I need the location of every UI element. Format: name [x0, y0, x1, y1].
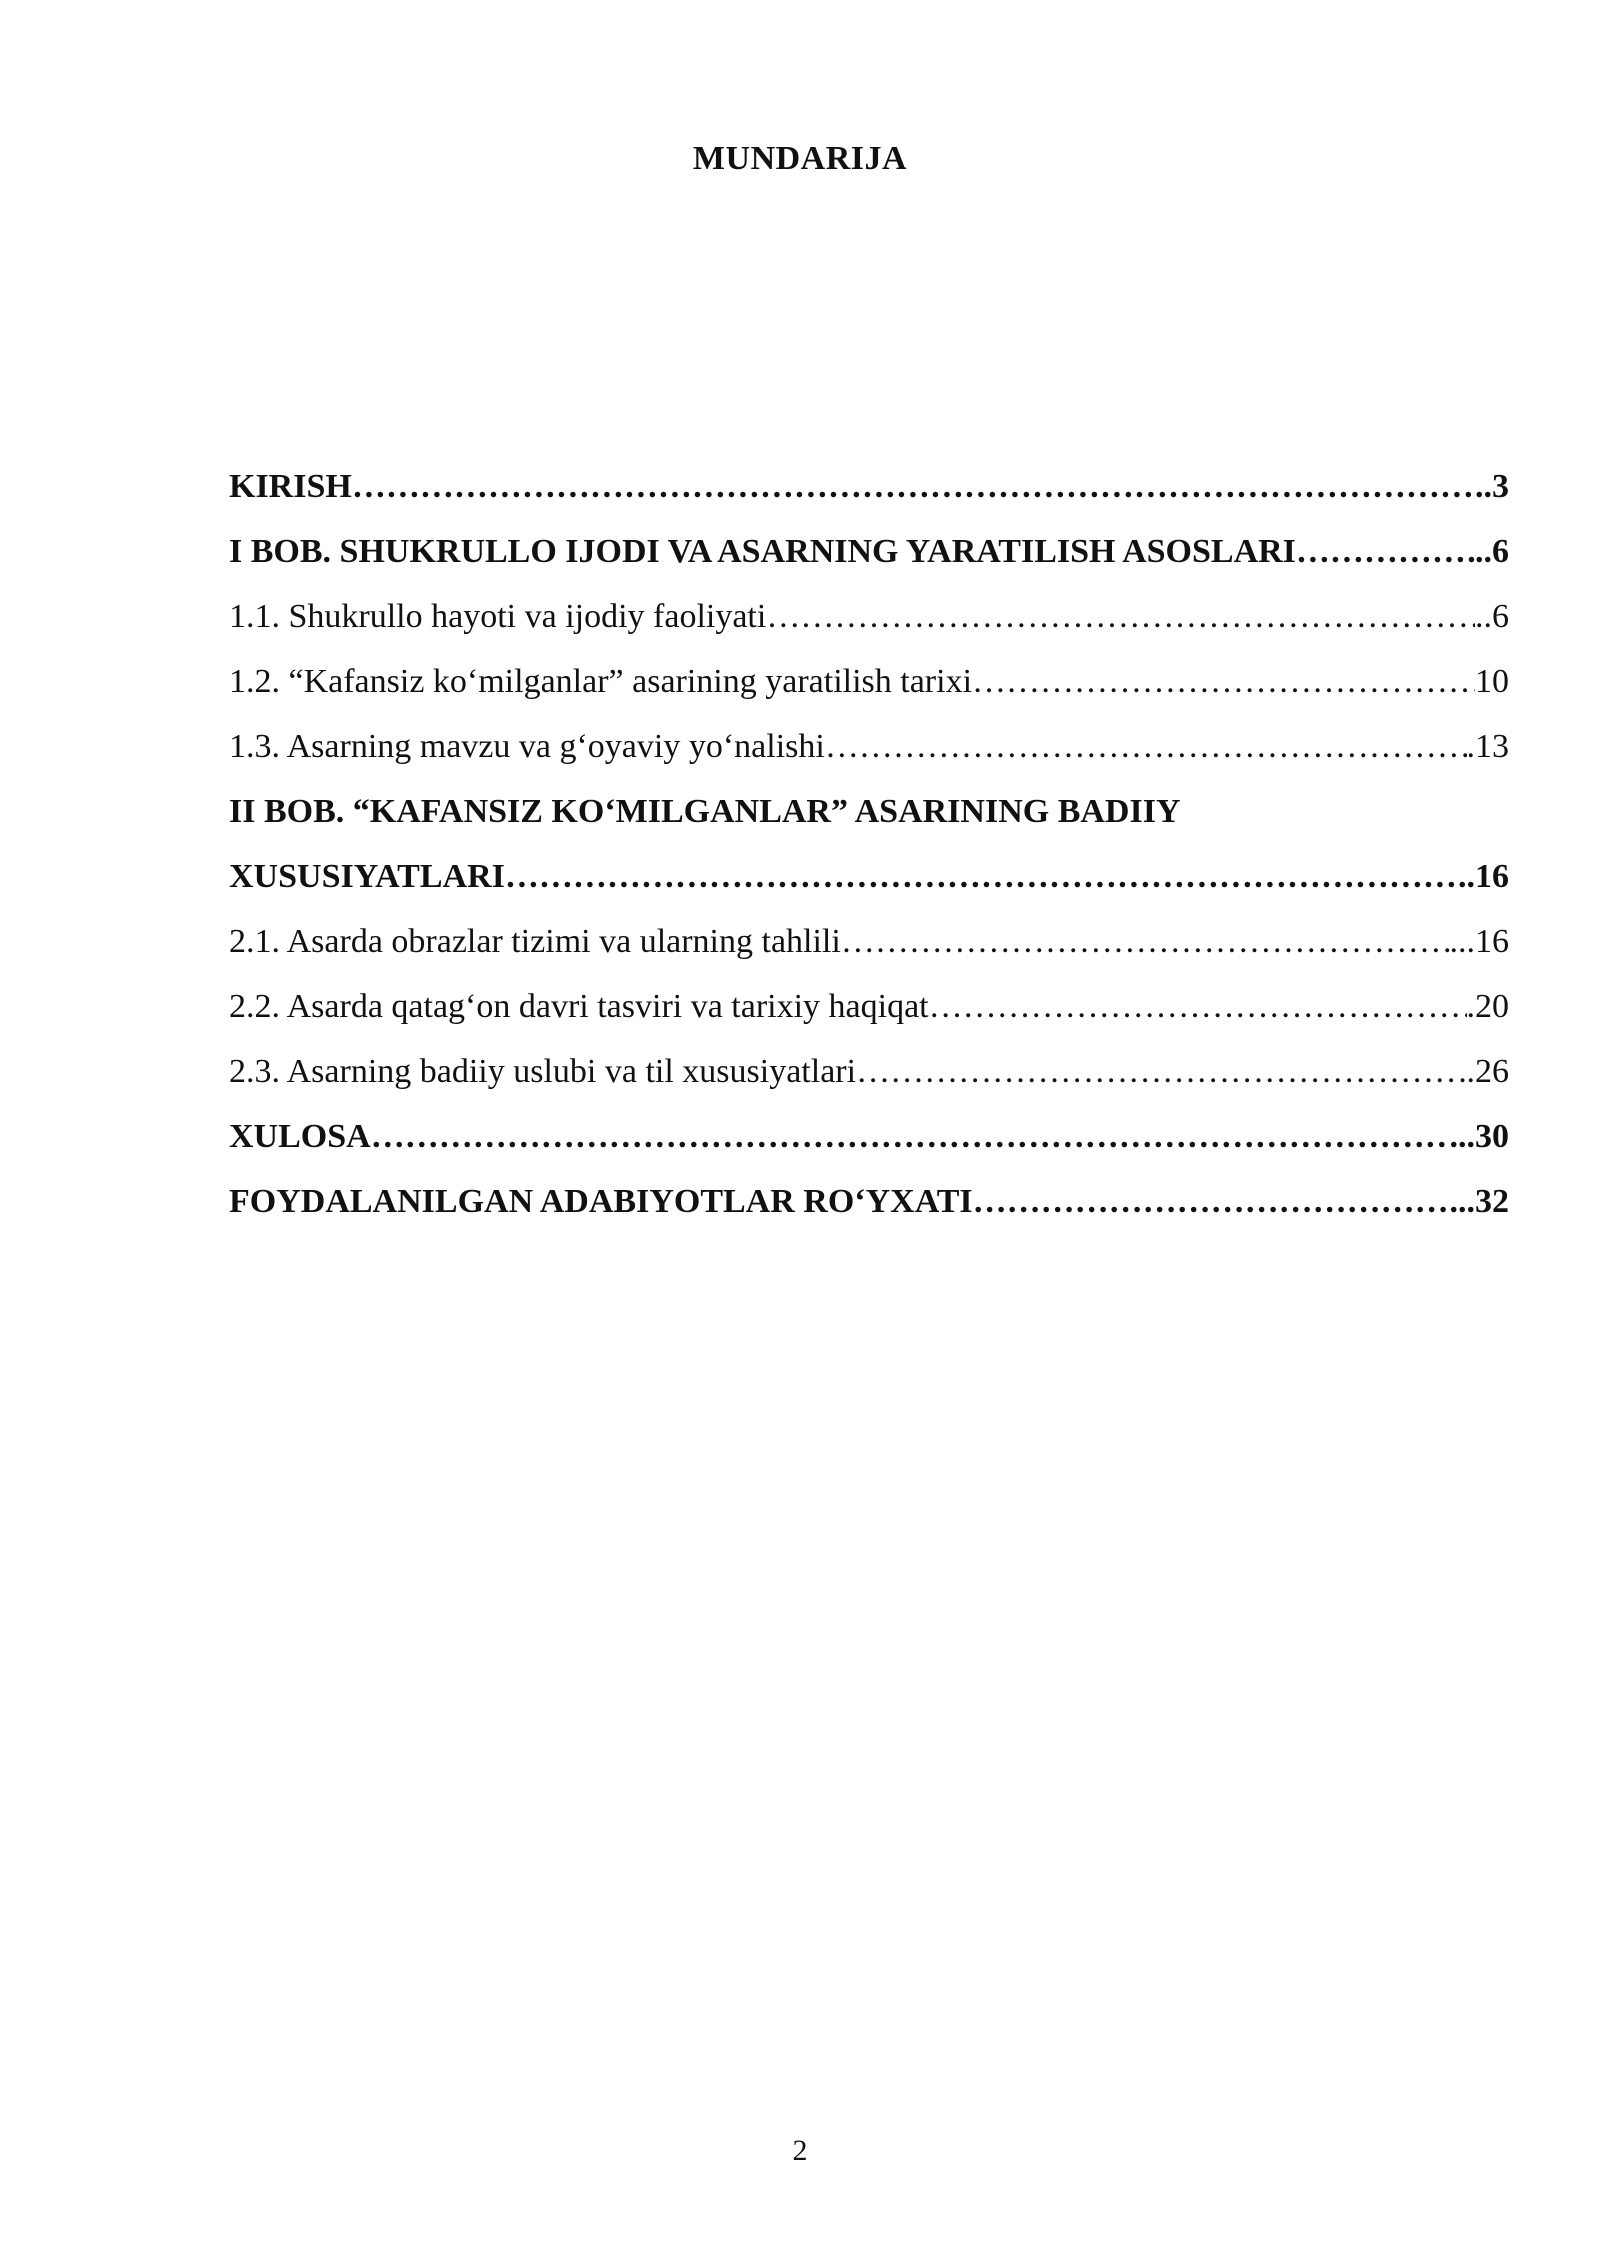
dot-leader [973, 1169, 1450, 1234]
dot-leader [825, 714, 1467, 779]
toc-entry-page: ..6 [1475, 598, 1509, 635]
toc-entry-section-2-2[interactable] [229, 974, 1509, 1039]
toc-entry-section-2-1[interactable] [229, 909, 1509, 974]
toc-entry-title: 2.2. Asarda qatag‘on davri tasviri va tarixiy haqiqat [229, 988, 929, 1025]
dot-leader [766, 584, 1475, 649]
dot-leader [352, 454, 1475, 519]
table-of-contents [229, 454, 1509, 1234]
toc-entry-chapter-2-line-1[interactable] [229, 779, 1509, 844]
page-title: MUNDARIJA [692, 140, 908, 177]
toc-entry-page: ..3 [1475, 468, 1509, 505]
toc-entry-section-1-1[interactable] [229, 584, 1509, 649]
toc-entry-xulosa[interactable] [229, 1104, 1509, 1169]
toc-entry-title: KIRISH [229, 468, 352, 505]
dot-leader [505, 844, 1458, 909]
dot-leader [371, 1104, 1450, 1169]
toc-entry-kirish[interactable] [229, 454, 1509, 519]
page-number: 2 [792, 2134, 808, 2167]
toc-entry-title: 1.1. Shukrullo hayoti va ijodiy faoliyati [229, 598, 767, 635]
toc-entry-section-2-3[interactable] [229, 1039, 1509, 1104]
toc-entry-title: 2.3. Asarning badiiy uslubi va til xususiyatlari [229, 1053, 857, 1090]
toc-entry-page: ..6 [1475, 533, 1509, 570]
dot-leader [856, 1039, 1466, 1104]
toc-entry-page: ...30 [1449, 1118, 1509, 1155]
toc-entry-page: .26 [1466, 1053, 1509, 1090]
toc-entry-page: .13 [1466, 728, 1509, 765]
toc-entry-page: .20 [1466, 988, 1509, 1025]
toc-entry-title: XULOSA [229, 1118, 371, 1155]
dot-leader [929, 974, 1467, 1039]
toc-entry-title: 1.3. Asarning mavzu va g‘oyaviy yo‘nalishi [229, 728, 825, 765]
toc-entry-title: 2.1. Asarda obrazlar tizimi va ularning tahlili [229, 923, 841, 960]
toc-entry-title: II BOB. “KAFANSIZ KO‘MILGANLAR” ASARINING BADIIY [229, 793, 1181, 830]
toc-entry-page: ...32 [1449, 1183, 1509, 1220]
toc-entry-page: 10 [1475, 663, 1509, 700]
toc-entry-page: ...16 [1449, 923, 1509, 960]
toc-entry-bibliography[interactable] [229, 1169, 1509, 1234]
dot-leader [841, 909, 1450, 974]
toc-entry-chapter-1[interactable] [229, 519, 1509, 584]
toc-entry-page: ..16 [1458, 858, 1509, 895]
toc-entry-title: XUSUSIYATLARI [229, 858, 505, 895]
toc-entry-section-1-2[interactable] [229, 649, 1509, 714]
dot-leader [972, 649, 1475, 714]
dot-leader [1296, 519, 1475, 584]
toc-entry-chapter-2-line-2[interactable] [229, 844, 1509, 909]
toc-entry-title: I BOB. SHUKRULLO IJODI VA ASARNING YARATILISH ASOSLARI [229, 533, 1296, 570]
toc-entry-section-1-3[interactable] [229, 714, 1509, 779]
toc-entry-title: 1.2. “Kafansiz ko‘milganlar” asarining yaratilish tarixi [229, 663, 973, 700]
toc-entry-title: FOYDALANILGAN ADABIYOTLAR RO‘YXATI [229, 1183, 973, 1220]
